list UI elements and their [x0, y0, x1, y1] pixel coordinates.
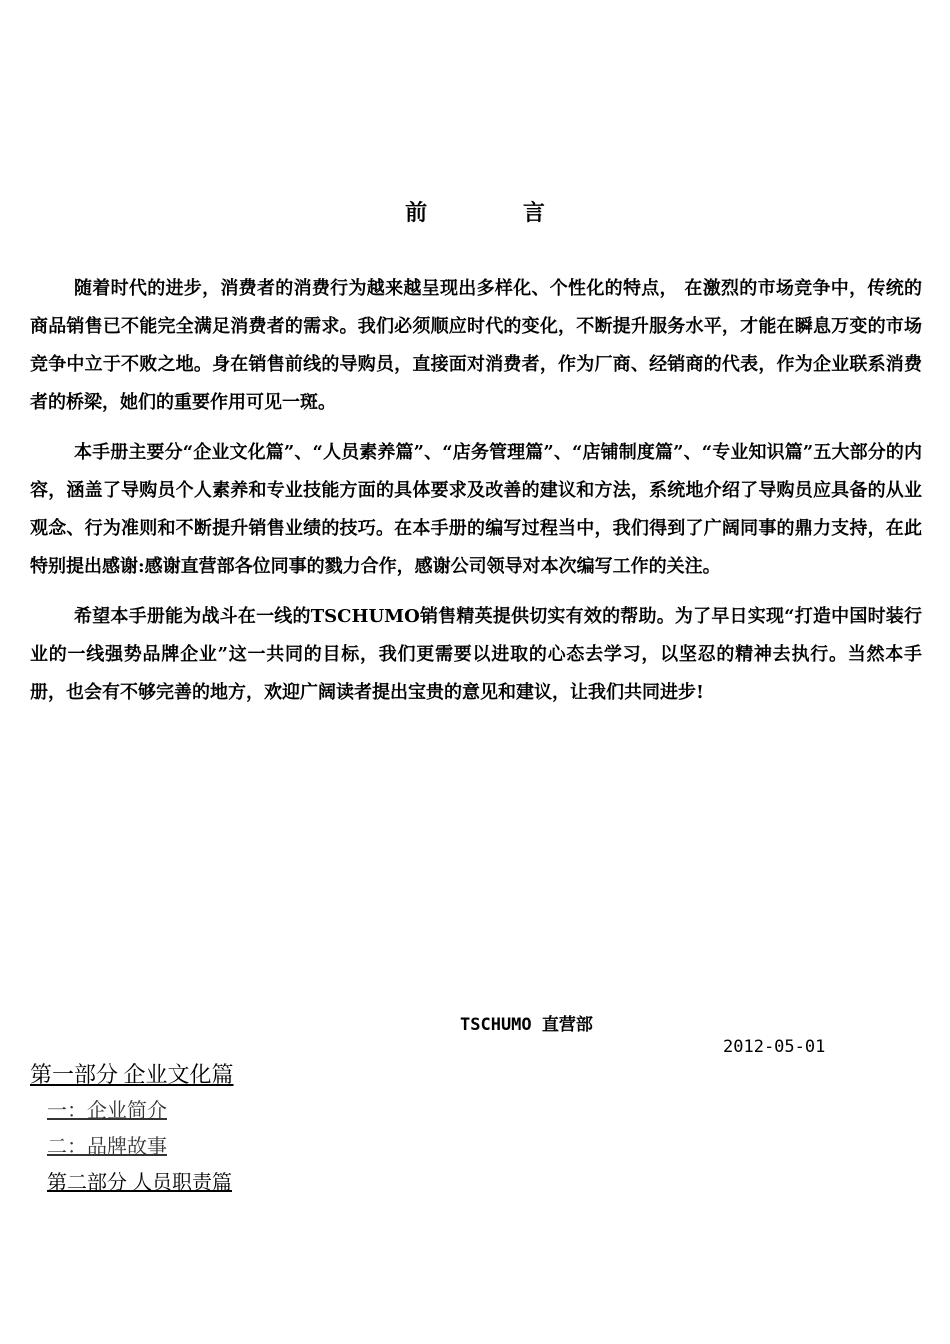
table-of-contents — [30, 1057, 630, 1201]
toc-link-part1[interactable]: 第一部分 企业文化篇 — [30, 1062, 234, 1087]
page-title: 前 言 — [405, 200, 589, 226]
signature-date: 2012-05-01 — [723, 1037, 826, 1057]
preface-paragraph-2: 本手册主要分“企业文化篇”、“人员素养篇”、“店务管理篇”、“店铺制度篇”、“专业知识篇”五大部分的内容，涵盖了导购员个人素养和专业技能方面的具体要求及改善的建议和方法，系统地介绍了导购员应具备的从业观念、行为准则和不断提升销售业绩的技巧。在本手册的编写过程当中，我们得到了广阔同事的鼎力支持，在此特别提出感谢:感谢直营部各位同事的戮力合作，感谢公司领导对本次编写工作的关注。 — [30, 442, 922, 577]
preface-paragraph-3: 希望本手册能为战斗在一线的TSCHUMO销售精英提供切实有效的帮助。为了早日实现“打造中国时装行业的一线强势品牌企业”这一共同的目标，我们更需要以进取的心态去学习，以坚忍的精神去执行。当然本手册，也会有不够完善的地方，欢迎广阔读者提出宝贵的意见和建议，让我们共同进步! — [30, 606, 922, 703]
signature: TSCHUMO 直营部 — [460, 1015, 593, 1035]
toc-link-brand-story[interactable]: 二：品牌故事 — [47, 1136, 167, 1158]
toc-link-company-intro[interactable]: 一：企业简介 — [47, 1100, 167, 1122]
toc-link-part2[interactable]: 第二部分 人员职责篇 — [47, 1172, 232, 1194]
preface-body — [30, 270, 922, 724]
preface-paragraph-1: 随着时代的进步，消费者的消费行为越来越呈现出多样化、个性化的特点， 在激烈的市场竞争中，传统的商品销售已不能完全满足消费者的需求。我们必须顺应时代的变化，不断提升服务水平，才能在瞬息万变的市场竞争中立于不败之地。身在销售前线的导购员，直接面对消费者，作为厂商、经销商的代表，作为企业联系消费者的桥梁，她们的重要作用可见一斑。 — [30, 278, 922, 413]
